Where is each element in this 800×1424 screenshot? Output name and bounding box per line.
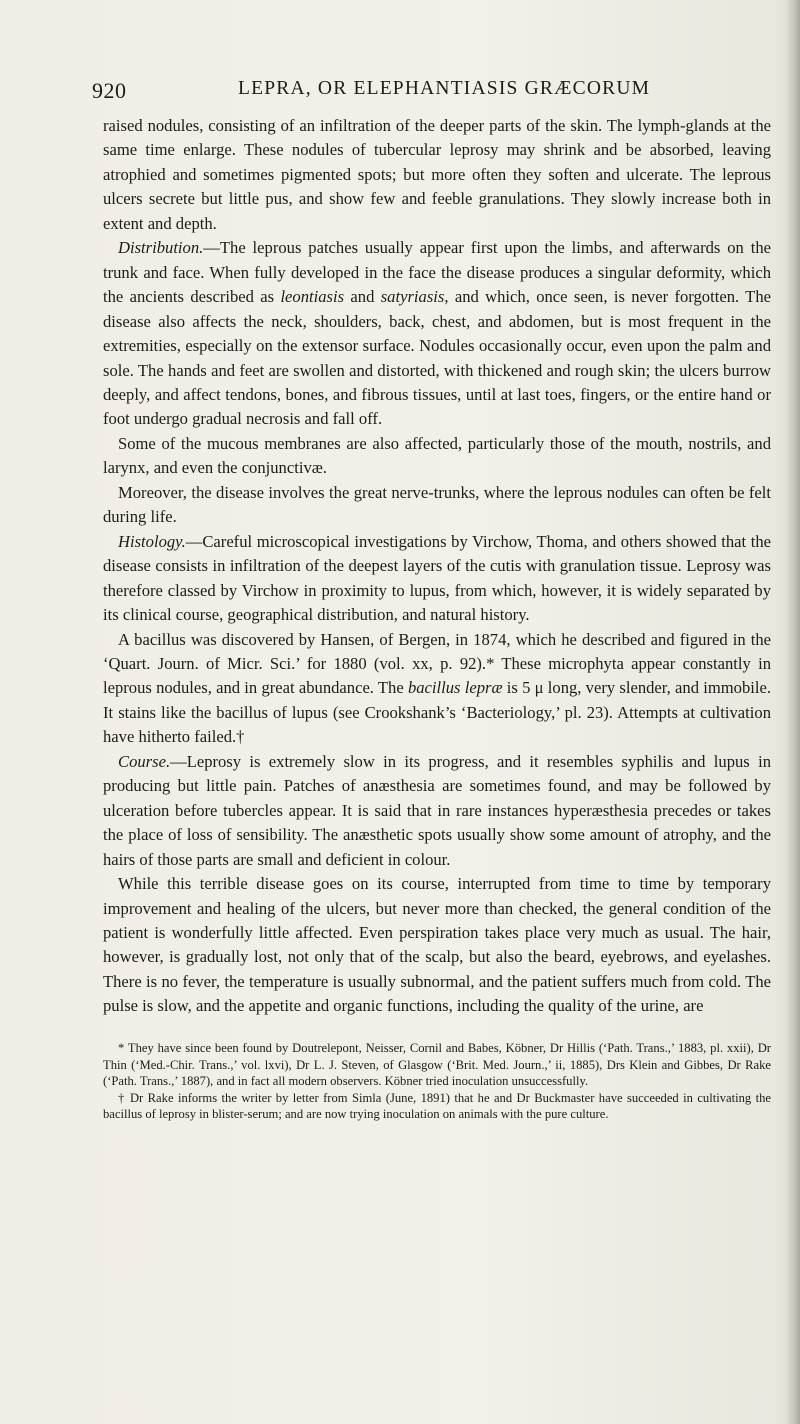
paragraph-distribution (103, 236, 771, 432)
distribution-text-a: —The leprous patches usually appear first upon the limbs, and afterwards on the trunk and face. When fully developed in the face the disease produces a singular deformity, which the ancients described as (103, 238, 771, 307)
histology-text: —Careful microscopical investigations by Virchow, Thoma, and others showed that the disease consists in infiltration of the deepest layers of the cutis with granulation tissue. Leprosy was therefore classed by Virchow in proximity to lupus, from which, however, it is widely separated by its clinical course, geographical distribution, and natural history. (103, 531, 771, 625)
page-header (92, 78, 770, 108)
paragraph-histology (103, 530, 771, 628)
paragraph-course (103, 750, 771, 872)
footnote-2: † Dr Rake informs the writer by letter from Simla (June, 1891) that he and Dr Buckmaster have succeeded in cultivating the bacillus of leprosy in blister-serum; and are now trying inoculation on animals with the pure culture. (103, 1090, 771, 1121)
term-bacillus-leprae: bacillus lepræ (407, 678, 503, 698)
running-title: LEPRA, OR ELEPHANTIASIS GRÆCORUM (238, 78, 651, 99)
distribution-text-b: and (344, 287, 381, 307)
paragraph-mucous-membranes: Some of the mucous membranes are also affected, particularly those of the mouth, nostrils, and larynx, and even the conjunctivæ. (103, 433, 771, 478)
course-text: —Leprosy is extremely slow in its progress, and it resembles syphilis and lupus in producing but little pain. Patches of anæsthesia are sometimes found, and may be followed by ulceration before tubercles appear. It is said that in rare instances hyperæsthesia precedes or takes the place of loss of sensibility. The anæsthetic spots usually show some amount of atrophy, and the hairs of those parts are small and deficient in colour. (103, 751, 771, 869)
bacillus-text-a: A bacillus was discovered by Hansen, of Bergen, in 1874, which he described and figured in the ‘Quart. Journ. of Micr. Sci.’ for 1880 (vol. xx, p. 92).* These microphyta appear constantly in leprous nodules, and in great abundance. The (103, 629, 771, 698)
term-leontiasis: leontiasis (280, 287, 345, 307)
page-number: 920 (92, 78, 127, 103)
section-heading-distribution: Distribution. (118, 238, 204, 258)
footnotes (103, 1040, 771, 1123)
body-text (103, 114, 771, 1019)
paragraph-general-condition: While this terrible disease goes on its course, interrupted from time to time by temporary improvement and healing of the ulcers, but never more than checked, the general condition of the patient is wonderfully little affected. Even perspiration takes place very much as usual. The hair, however, is gradually lost, not only that of the scalp, but also the beard, eyebrows, and eyelashes. There is no fever, the temperature is usually subnormal, and the patient suffers much from cold. The pulse is slow, and the appetite and organic functions, including the quality of the urine, are (103, 874, 771, 1016)
section-heading-course: Course. (118, 751, 171, 771)
term-satyriasis: satyriasis (380, 287, 445, 307)
paragraph-nerve-trunks: Moreover, the disease involves the great nerve-trunks, where the leprous nodules can often be felt during life. (103, 482, 771, 527)
distribution-text-c: , and which, once seen, is never forgotten. The disease also affects the neck, shoulders, back, chest, and abdomen, but is most frequent in the extremities, especially on the extensor surface. Nodules occasionally occur, even upon the palm and sole. The hands and feet are swollen and distorted, with thickened and rough skin; the ulcers burrow deeply, and affect tendons, bones, and fibrous tissues, until at last toes, fingers, or the entire hand or foot undergo gradual necrosis and fall off. (103, 287, 771, 429)
page-edge-shadow (786, 0, 800, 1424)
bacillus-text-b: is 5 μ long, very slender, and immobile. It stains like the bacillus of lupus (see Crookshank’s ‘Bacteriology,’ pl. 23). Attempts at cultivation have hitherto failed.† (103, 678, 772, 747)
paragraph-bacillus (103, 628, 771, 750)
footnote-1: * They have since been found by Doutrelepont, Neisser, Cornil and Babes, Köbner, Dr Hillis (‘Path. Trans.,’ 1883, pl. xxii), Dr Thin (‘Med.-Chir. Trans.,’ vol. lxvi), Dr L. J. Steven, of Glasgow (‘Brit. Med. Journ.,’ ii, 1885), Drs Klein and Gibbes, Dr Rake (‘Path. Trans.,’ 1887), and in fact all modern observers. Köbner tried inoculation unsuccessfully. (103, 1041, 771, 1088)
section-heading-histology: Histology. (118, 531, 186, 551)
paragraph-nodules: raised nodules, consisting of an infiltration of the deeper parts of the skin. The lymph-glands at the same time enlarge. These nodules of tubercular leprosy may shrink and be absorbed, leaving atrophied and sometimes pigmented spots; but more often they soften and ulcerate. The leprous ulcers secrete but little pus, and show few and feeble granulations. They slowly increase both in extent and depth. (103, 116, 771, 233)
